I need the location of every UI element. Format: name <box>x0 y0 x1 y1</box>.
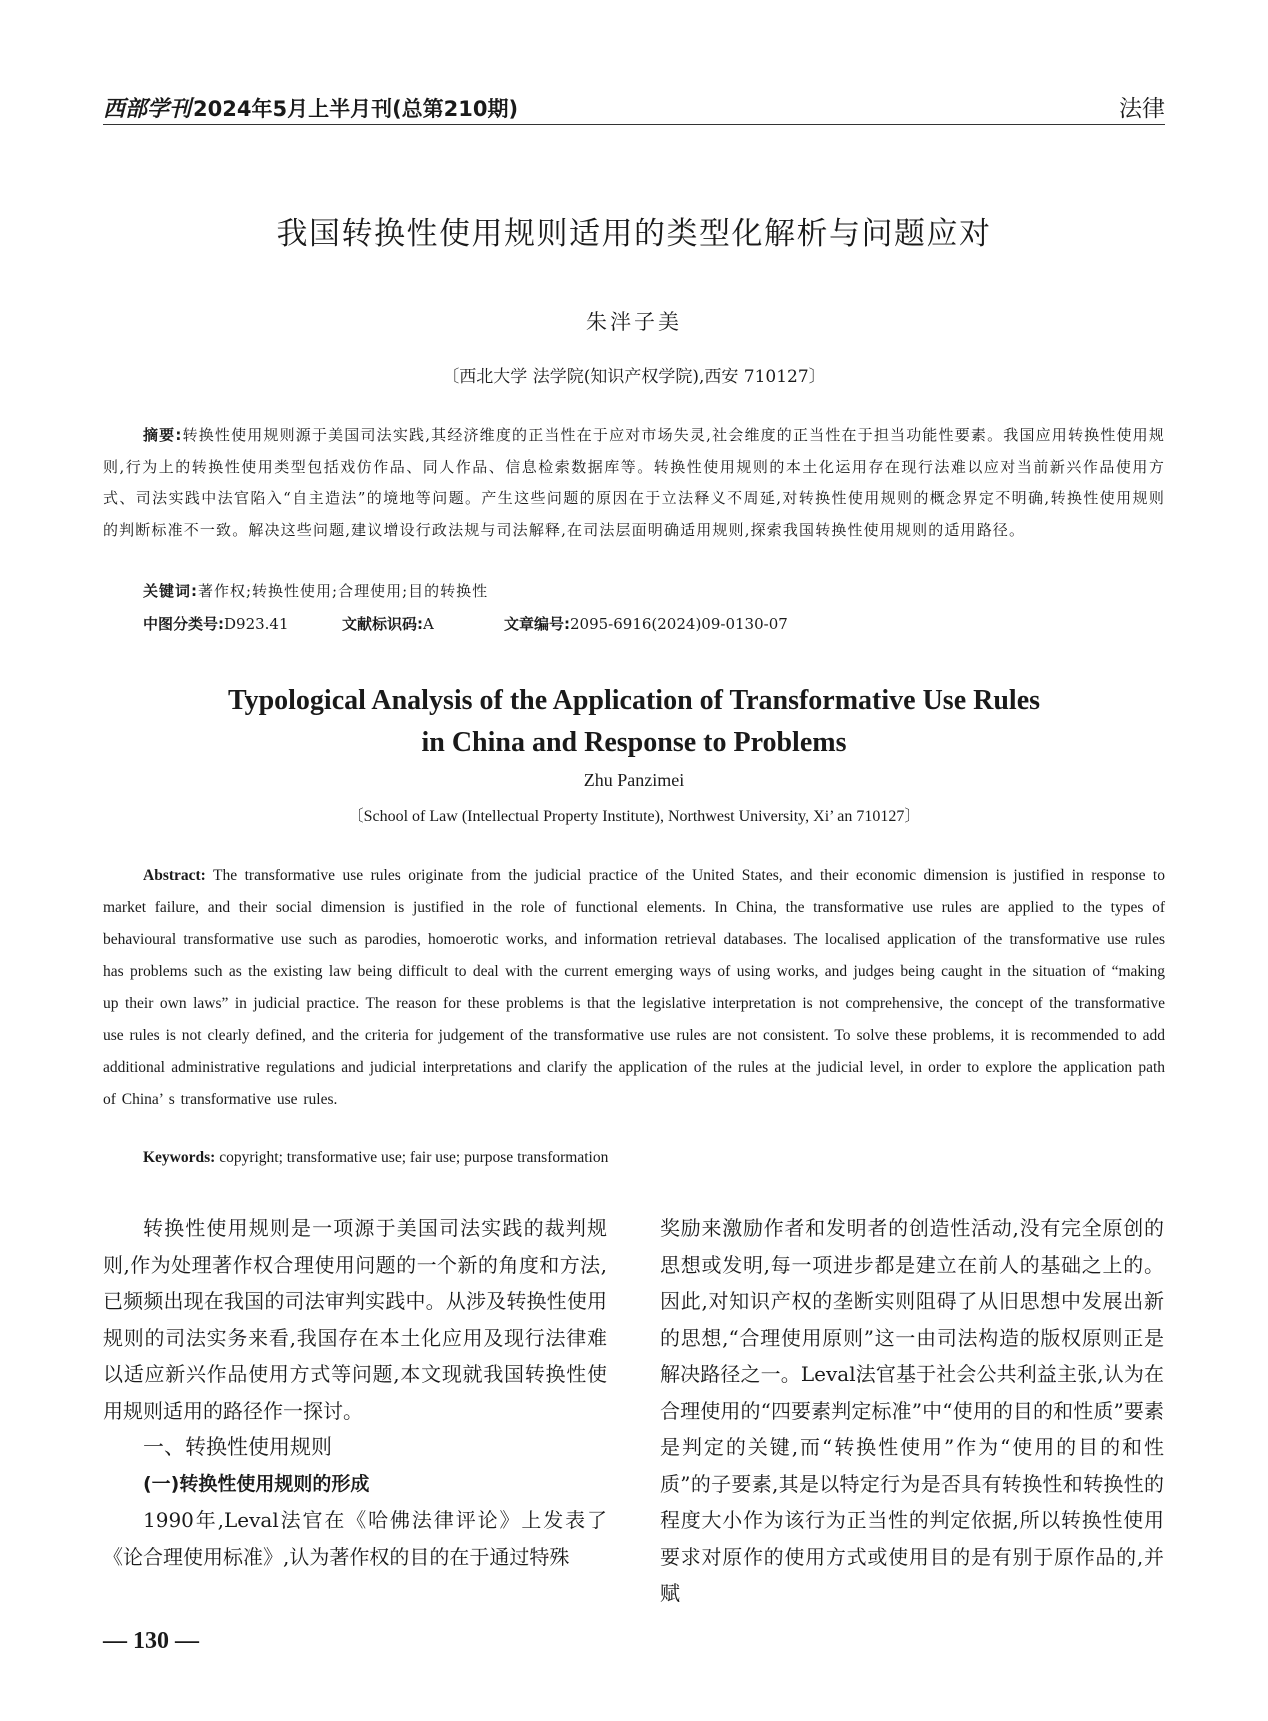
author-chinese: 朱泮子美 <box>586 310 682 334</box>
body-column-right <box>660 1210 1164 1612</box>
title-english <box>0 680 1268 764</box>
keywords-chinese <box>143 580 488 601</box>
body-paragraph-continued: 奖励来激励作者和发明者的创造性活动,没有完全原创的思想或发明,每一项进步都是建立在前人的基础之上的。因此,对知识产权的垄断实则阻碍了从旧思想中发展出新的思想,“合理使用原则”这一由司法构造的版权原则正是解决路径之一。Leval法官基于社会公共利益主张,认为在合理使用的“四要素判定标准”中“使用的目的和性质”要素是判定的关键,而“转换性使用”作为“使用的目的和性质”的子要素,其是以特定行为是否具有转换性和转换性的程度大小作为该行为正当性的判定依据,所以转换性使用要求对原作的使用方式或使用目的是有别于原作品的,并赋 <box>660 1216 1164 1605</box>
body-paragraph: 1990年,Leval法官在《哈佛法律评论》上发表了《论合理使用标准》,认为著作权的目的在于通过特殊 <box>103 1508 607 1569</box>
document-code: 文献标识码:A <box>342 615 434 633</box>
abstract-english <box>103 860 1165 1116</box>
abstract-english-label: Abstract: <box>143 867 206 884</box>
keywords-english-text: copyright; transformative use; fair use; purpose transformation <box>219 1149 609 1166</box>
title-english-line2: in China and Response to Problems <box>421 727 847 758</box>
author-english: Zhu Panzimei <box>583 770 685 790</box>
running-header <box>103 86 1165 126</box>
keywords-english-label: Keywords: <box>143 1149 216 1166</box>
keywords-chinese-text: 著作权;转换性使用;合理使用;目的转换性 <box>198 582 489 600</box>
article-number: 文章编号:2095-6916(2024)09-0130-07 <box>504 615 788 633</box>
title-chinese: 我国转换性使用规则适用的类型化解析与问题应对 <box>276 216 992 252</box>
section-heading-1: 一、转换性使用规则 <box>143 1435 332 1459</box>
abstract-chinese-text: 转换性使用规则源于美国司法实践,其经济维度的正当性在于应对市场失灵,社会维度的正当性在于担当功能性要素。我国应用转换性使用规则,行为上的转换性使用类型包括戏仿作品、同人作品、信息检索数据库等。转换性使用规则的本土化运用存在现行法难以应对当前新兴作品使用方式、司法实践中法官陷入“自主造法”的境地等问题。产生这些问题的原因在于立法释义不周延,对转换性使用规则的概念界定不明确,转换性使用规则的判断标准不一致。解决这些问题,建议增设行政法规与司法解释,在司法层面明确适用规则,探索我国转换性使用规则的适用路径。 <box>103 426 1166 539</box>
intro-paragraph: 转换性使用规则是一项源于美国司法实践的裁判规则,作为处理著作权合理使用问题的一个新的角度和方法,已频频出现在我国的司法审判实践中。从涉及转换性使用规则的司法实务来看,我国存在本土化应用及现行法律难以适应新兴作品使用方式等问题,本文现就我国转换性使用规则适用的路径作一探讨。 <box>103 1216 607 1423</box>
abstract-chinese <box>103 420 1165 546</box>
title-english-line1: Typological Analysis of the Application of Transformative Use Rules <box>227 685 1041 716</box>
affiliation-chinese: 〔西北大学 法学院(知识产权学院),西安 710127〕 <box>442 367 826 387</box>
keywords-chinese-label: 关键词: <box>143 582 198 600</box>
affiliation-english: 〔School of Law (Intellectual Property Institute), Northwest University, Xi’ an 710127〕 <box>347 808 921 825</box>
journal-issue: 2024年5月上半月刊(总第210期) <box>193 97 519 121</box>
header-rule <box>103 124 1165 125</box>
page-number: — 130 — <box>103 1628 199 1654</box>
abstract-chinese-label: 摘要: <box>143 426 183 444</box>
section-label: 法律 <box>1119 96 1165 122</box>
body-column-left <box>103 1210 607 1575</box>
clc-number: 中图分类号:D923.41 <box>143 615 289 633</box>
journal-logo: 西部学刊 <box>103 96 192 122</box>
subsection-heading-1: (一)转换性使用规则的形成 <box>143 1472 370 1495</box>
abstract-english-text: The transformative use rules originate from the judicial practice of the United States, and their economic dimension is justified in response to market failure, and their social dimension is justified in the role of functional elements. In China, the transformative use rules are applied to the types of behavioural transformative use such as parodies, homoerotic works, and information retrieval databases. The localised application of the transformative use rules has problems such as the existing law being difficult to deal with the current emerging ways of using works, and judges being caught in the situation of “making up their own laws” in judicial practice. The reason for these problems is that the legislative interpretation is not comprehensive, the concept of the transformative use rules is not clearly defined, and the criteria for judgement of the transformative use rules are not consistent. To solve these problems, it is recommended to add additional administrative regulations and judicial interpretations and clarify the application of the rules at the judicial level, in order to explore the application path of China’ s transformative use rules. <box>103 867 1165 1108</box>
keywords-english <box>143 1149 608 1167</box>
journal-name <box>103 92 518 123</box>
